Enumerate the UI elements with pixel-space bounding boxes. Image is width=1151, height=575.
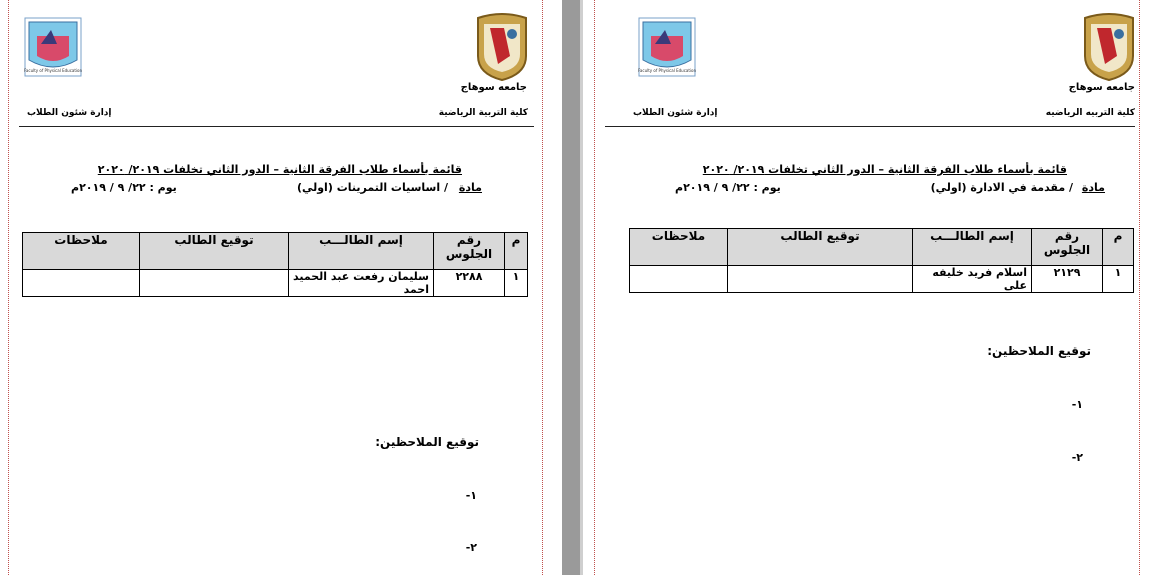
cell-seat: ٢٢٨٨: [434, 270, 505, 297]
exam-date: يوم : ٢٢/ ٩ / ٢٠١٩م: [71, 181, 177, 194]
page-gutter: [562, 0, 580, 575]
subject-name: / مقدمة في الادارة (اولي): [930, 181, 1073, 194]
cell-name: سليمان رفعت عبد الحميد احمد: [289, 270, 434, 297]
observers-label: توقيع الملاحظين:: [987, 344, 1091, 358]
cell-index: ١: [1103, 266, 1134, 293]
col-header-notes: ملاحظات: [23, 233, 140, 270]
table-header-row: [630, 229, 1134, 266]
subject-label: مادة: [458, 181, 482, 194]
col-header-signature: توقيع الطالب: [140, 233, 289, 270]
faculty-name: كلية التربيه الرياضيه: [1045, 108, 1135, 118]
department-name: إدارة شئون الطلاب: [27, 108, 112, 118]
header-divider: [19, 126, 534, 127]
list-title: قائمة بأسماء طلاب الفرقة الثانية – الدور الثاني تخلفات ٢٠١٩/ ٢٠٢٠: [97, 163, 462, 176]
exam-date: يوم : ٢٢/ ٩ / ٢٠١٩م: [675, 181, 781, 194]
faculty-logo-icon: [637, 16, 697, 78]
list-title: قائمة بأسماء طلاب الفرقة الثانية – الدور الثاني تخلفات ٢٠١٩/ ٢٠٢٠: [702, 163, 1067, 176]
university-crest-icon: [474, 12, 530, 82]
svg-text:Faculty of Physical Education: Faculty of Physical Education: [637, 68, 697, 73]
document-page-left: [8, 0, 543, 575]
cell-signature: [140, 270, 289, 297]
col-header-notes: ملاحظات: [630, 229, 728, 266]
observer-line-1: ١-: [465, 489, 477, 502]
observer-line-2: ٢-: [465, 541, 477, 554]
page-gutter-edge: [580, 0, 583, 575]
table-header-row: [23, 233, 528, 270]
subject-label: مادة: [1081, 181, 1105, 194]
cell-notes: [23, 270, 140, 297]
col-header-seat: رقم الجلوس: [1032, 229, 1103, 266]
svg-text:Faculty of Physical Education: Faculty of Physical Education: [23, 68, 83, 73]
faculty-logo-icon: [23, 16, 83, 78]
university-name: جامعه سوهاج: [460, 82, 527, 93]
col-header-signature: توقيع الطالب: [728, 229, 913, 266]
department-name: إدارة شئون الطلاب: [633, 108, 718, 118]
cell-name: اسلام فريد خليفه على: [913, 266, 1032, 293]
cell-seat: ٢١٢٩: [1032, 266, 1103, 293]
observer-line-1: ١-: [1071, 398, 1083, 411]
subject-name: / اساسيات التمرينات (اولي): [296, 181, 448, 194]
observers-label: توقيع الملاحظين:: [375, 435, 479, 449]
cell-notes: [630, 266, 728, 293]
header-divider: [605, 126, 1135, 127]
university-name: جامعه سوهاج: [1068, 82, 1135, 93]
col-header-seat: رقم الجلوس: [434, 233, 505, 270]
observer-line-2: ٢-: [1071, 451, 1083, 464]
student-table: [22, 232, 528, 297]
cell-index: ١: [505, 270, 528, 297]
col-header-name: إسم الطالـــب: [289, 233, 434, 270]
faculty-name: كلية التربية الرياضية: [438, 108, 528, 118]
col-header-name: إسم الطالـــب: [913, 229, 1032, 266]
table-row: [23, 270, 528, 297]
col-header-index: م: [505, 233, 528, 270]
table-row: [630, 266, 1134, 293]
cell-signature: [728, 266, 913, 293]
student-table: [629, 228, 1134, 293]
document-page-right: [594, 0, 1140, 575]
col-header-index: م: [1103, 229, 1134, 266]
university-crest-icon: [1081, 12, 1137, 82]
